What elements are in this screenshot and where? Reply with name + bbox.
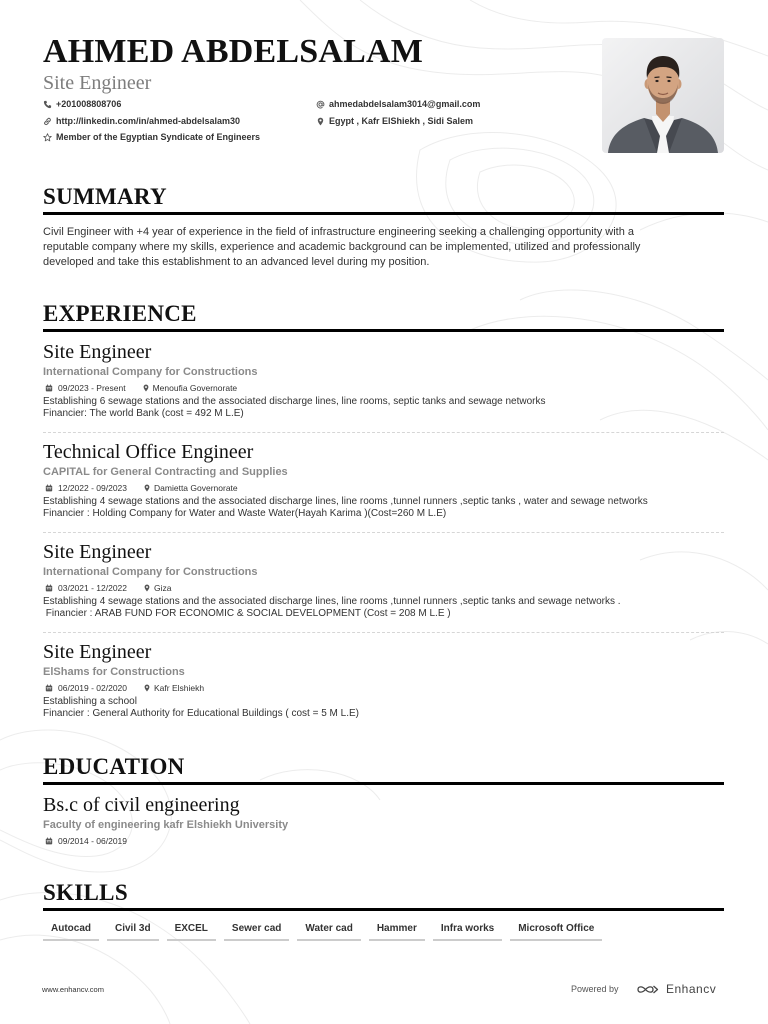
membership-text: Member of the Egyptian Syndicate of Engineers (56, 132, 261, 142)
entry-location (143, 583, 171, 593)
description-line: Financier : General Authority for Educational Buildings ( cost = 5 M L.E) (43, 708, 359, 719)
section-heading-skills: SKILLS (43, 880, 724, 911)
location-pin-icon (143, 684, 151, 692)
summary-line: reputable company where my skills, experience and academic background can be implemented, utilized and professionally (43, 241, 641, 253)
entry-location (143, 683, 204, 693)
calendar-icon (45, 584, 53, 592)
experience-entry (43, 342, 724, 442)
calendar-icon (45, 684, 53, 692)
star-icon (43, 133, 52, 142)
at-icon (316, 100, 325, 109)
experience-entry (43, 642, 724, 742)
skill-tag: Microsoft Office (510, 918, 602, 941)
entry-description (43, 596, 724, 620)
enhancv-logo-icon[interactable] (636, 983, 660, 996)
entry-meta (43, 382, 724, 394)
entry-divider (43, 532, 724, 533)
job-title: Site Engineer (43, 341, 152, 363)
entry-divider (43, 632, 724, 633)
location-text: Menoufia Governorate (152, 383, 238, 393)
enhancv-brand-name[interactable]: Enhancv (666, 982, 717, 996)
entry-description (43, 396, 724, 420)
location-pin-icon (142, 384, 150, 392)
footer-website[interactable]: www.enhancv.com (42, 985, 104, 994)
contact-location (316, 113, 473, 129)
entry-description (43, 496, 724, 520)
section-heading-summary: SUMMARY (43, 184, 724, 215)
description-line: Establishing a school (43, 696, 137, 707)
company-name: ElShams for Constructions (43, 666, 185, 678)
contact-phone[interactable] (43, 96, 121, 112)
job-title: Site Engineer (43, 541, 152, 563)
section-heading-education: EDUCATION (43, 754, 724, 785)
experience-entry (43, 542, 724, 642)
institution-name: Faculty of engineering kafr Elshiekh University (43, 819, 289, 831)
location-text: Giza (154, 583, 172, 593)
location-pin-icon (143, 584, 151, 592)
date-range: 03/2021 - 12/2022 (58, 583, 128, 593)
calendar-icon (45, 837, 53, 845)
entry-meta (43, 482, 724, 494)
section-heading-experience: EXPERIENCE (43, 301, 724, 332)
summary-line: developed and take this establishment to an advanced level during my position. (43, 256, 430, 268)
skill-tag: Water cad (297, 918, 360, 941)
candidate-title: Site Engineer (43, 72, 152, 94)
email-address[interactable]: ahmedabdelsalam3014@gmail.com (329, 99, 481, 109)
description-line: Financier : ARAB FUND FOR ECONOMIC & SOCIAL DEVELOPMENT (Cost = 208 M L.E ) (43, 608, 451, 619)
entry-meta (43, 682, 724, 694)
skill-tag: Hammer (369, 918, 425, 941)
entry-meta (43, 582, 724, 594)
location-pin-icon (143, 484, 151, 492)
company-name: CAPITAL for General Contracting and Supplies (43, 466, 288, 478)
experience-entry (43, 442, 724, 542)
skill-tag: Infra works (433, 918, 502, 941)
date-range: 12/2022 - 09/2023 (58, 483, 128, 493)
date-range: 09/2023 - Present (58, 383, 126, 393)
summary-text (43, 225, 724, 270)
description-line: Financier : Holding Company for Water and Waste Water(Hayah Karima )(Cost=260 M L.E) (43, 508, 447, 519)
company-name: International Company for Constructions (43, 366, 258, 378)
contact-email[interactable] (316, 96, 480, 112)
profile-photo (602, 38, 724, 153)
date-range: 09/2014 - 06/2019 (58, 836, 128, 846)
summary-line: Civil Engineer with +4 year of experience in the field of infrastructure engineering seeking a challenging opportunity with a (43, 226, 634, 238)
linkedin-url[interactable]: http://linkedin.com/in/ahmed-abdelsalam30 (56, 116, 241, 126)
skill-tag: Civil 3d (107, 918, 159, 941)
skills-list (43, 918, 602, 941)
description-line: Establishing 6 sewage stations and the associated discharge lines, line rooms, septic tanks and sewage networks (43, 396, 546, 407)
description-line: Establishing 4 sewage stations and the associated discharge lines, line rooms ,tunnel runners ,septic tanks and sewage networks . (43, 596, 621, 607)
entry-meta (43, 835, 724, 847)
contact-membership (43, 129, 260, 145)
calendar-icon (45, 484, 53, 492)
entry-divider (43, 432, 724, 433)
description-line: Financier: The world Bank (cost = 492 M L.E) (43, 408, 244, 419)
skill-tag: EXCEL (167, 918, 216, 941)
contact-linkedin[interactable] (43, 113, 240, 129)
job-title: Site Engineer (43, 641, 152, 663)
location-text: Damietta Governorate (154, 483, 238, 493)
company-name: International Company for Constructions (43, 566, 258, 578)
skill-tag: Sewer cad (224, 918, 289, 941)
phone-number[interactable]: +201008808706 (56, 99, 122, 109)
location-pin-icon (316, 117, 325, 126)
date-range: 06/2019 - 02/2020 (58, 683, 128, 693)
location-text: Egypt , Kafr ElShiekh , Sidi Salem (329, 116, 474, 126)
description-line: Establishing 4 sewage stations and the associated discharge lines, line rooms ,tunnel runners ,septic tanks , water and sewage networks (43, 496, 648, 507)
degree-title: Bs.c of civil engineering (43, 794, 240, 816)
powered-by-label: Powered by (571, 984, 619, 994)
link-icon (43, 117, 52, 126)
skill-tag: Autocad (43, 918, 99, 941)
candidate-name: AHMED ABDELSALAM (43, 33, 424, 70)
job-title: Technical Office Engineer (43, 441, 254, 463)
calendar-icon (45, 384, 53, 392)
entry-location (143, 483, 238, 493)
profile-photo-image (602, 38, 724, 153)
location-text: Kafr Elshiekh (154, 683, 205, 693)
entry-location (142, 383, 238, 393)
phone-icon (43, 100, 52, 109)
entry-description (43, 696, 724, 720)
